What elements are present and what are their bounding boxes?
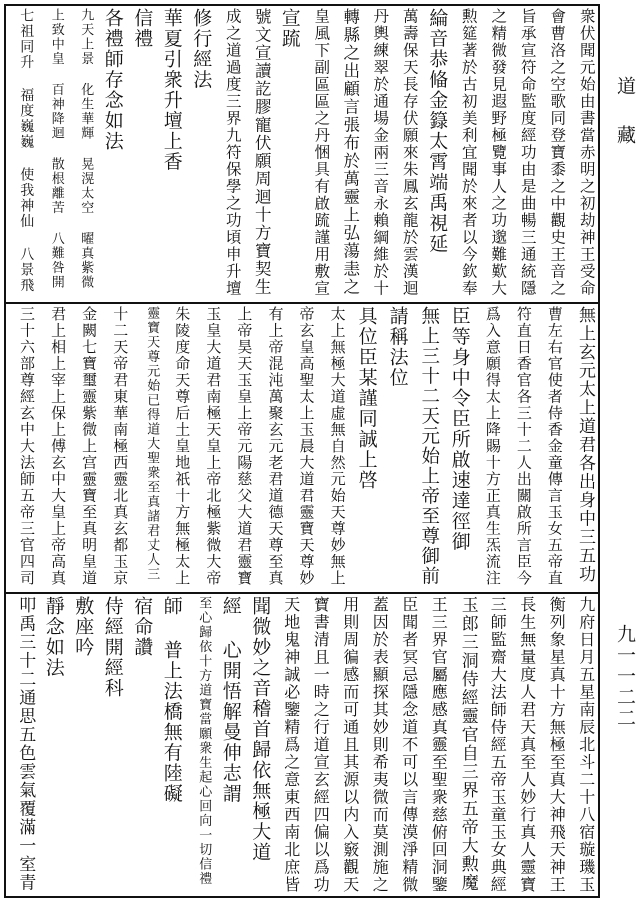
text-column: 聞微妙之音稽首歸依無極大道 (249, 596, 272, 863)
text-column: 長生無量度人君天真至人妙行真人靈寶 (517, 596, 537, 894)
text-column: 玉郎三洞侍經靈官自三界五帝大勲魔 (457, 596, 478, 892)
text-column: 上帝昊天玉皇上帝元陽慈父大道君靈寶 (235, 306, 254, 587)
text-column: 三師監齋大法師侍經五帝玉童玉女典經 (488, 596, 508, 894)
text-column: 萬壽保天長存伏願來朱鳳玄龍於雲漢迴 (400, 8, 419, 297)
text-column: 上致中皇 百神降迴 散根離苦 八難咎開 (48, 8, 64, 290)
text-column: 具位臣某謹同誠上啓 (355, 306, 378, 491)
panel-divider (4, 592, 600, 594)
text-column: 成之道過度三界九符保學之功頃申升壇 (223, 8, 242, 297)
text-column: 金闕七寶璽靈紫微上宫靈寶至真明皇道 (80, 306, 99, 587)
text-column: 帝玄皇高聖太上玉晨大道君靈寶天尊妙 (297, 306, 316, 587)
panel-divider (4, 302, 600, 304)
text-column: 符直日香官各三十二人出關啟所言臣今 (514, 306, 533, 587)
text-column: 九府日月五星南辰北斗二十八宿璇璣玉 (576, 596, 596, 894)
text-column: 侍經開經科 (101, 596, 124, 699)
text-column: 至心歸依十方道寶當願衆生起心回向一切信禮 (196, 596, 212, 886)
text-column: 玉皇大道君南極天皇上帝北極紫微大帝 (204, 306, 223, 587)
text-column: 請稱法位 (386, 306, 409, 388)
text-column: 宣䟽 (278, 8, 301, 49)
text-column: 敷座吟 (72, 596, 95, 658)
text-column: 太上無極大道虛無自然元始天尊妙無上 (328, 306, 347, 587)
text-column: 天地鬼神誠必鑒精爲之意東西南北庶皆 (281, 596, 301, 894)
text-panel-top (8, 8, 598, 300)
text-column: 無上三十二天元始上帝至尊御前 (418, 306, 440, 586)
text-column: 三十六部尊經玄中大法師五帝三官四司 (18, 306, 37, 587)
text-column: 爲入意願得太上降賜十方正真生炁流注 (483, 306, 502, 587)
text-column: 皇風下副區區之丹悃具有啟䟽謹用敷宣 (312, 8, 331, 297)
text-column: 衆伏聞元始由書當赤明之初劫神王受命 (577, 8, 596, 297)
text-column: 經 心開悟解曼伸志謂 (219, 596, 242, 804)
text-panel-middle (8, 306, 598, 590)
text-column: 十二天帝君東華南極西靈北真玄都玉京 (111, 306, 130, 587)
text-column: 靜念如法 (42, 596, 65, 678)
text-column: 各禮師存念如法 (101, 8, 124, 152)
text-column: 華夏引衆升壇上香 (160, 8, 183, 172)
text-column: 宿命讚 (131, 596, 154, 658)
text-column: 勲筵著於古初美利宜聞於來者以今欽奉 (459, 8, 478, 297)
text-column: 信禮 (131, 8, 154, 49)
text-column: 衡列象星真十方無極至真大神飛天神王 (547, 596, 567, 894)
text-column: 臣等身中令臣所啟速達徑御 (448, 306, 471, 552)
text-column: 轉縣之出顧言張布於萬靈上弘蕩恚之 (340, 8, 360, 296)
text-column: 丹輿練翠於通場金兩三音永賴綱維於十 (371, 8, 390, 297)
text-column: 旨承宣符命監度經功由是曲暢三通統隱 (518, 8, 537, 297)
text-column: 臣聞者冥忌隱念道不可以言傳漠淨精微 (399, 596, 419, 894)
text-column: 號文宣讀訖膠寵伏願周迴十方寶契生 (252, 8, 272, 296)
text-column: 七祖同升 福度巍巍 使我神仙 八景飛 (18, 8, 35, 293)
text-column: 之精微發見遐野極覽事人之功邈難歎大 (489, 8, 508, 297)
text-column: 用則周徧感而可通且其源以内入竅觀天 (340, 596, 360, 894)
text-column: 蓋因於表顯探其妙則希夷微而莫測施之 (370, 596, 390, 894)
text-column: 王三界官屬應感真靈至聖衆慈俯回洞鑒 (429, 596, 449, 894)
text-column: 寶書清且一時之行道宣玄經四偏以爲功 (311, 596, 331, 894)
text-column: 修行經法 (190, 8, 213, 90)
page-number: 九一一二二 (614, 624, 636, 729)
text-column: 靈寶天尊元始已得道大聖衆至真諸君丈人三 (144, 306, 160, 582)
text-column: 會曹洛之空歌同登寶黍之中觀史王音之 (548, 8, 567, 297)
text-column: 朱陵度命天尊后土皇地祇十方無極太上 (173, 306, 192, 587)
text-column: 九天上景 化生華輝 晃滉太空 曜真紫微 (78, 8, 94, 290)
text-column: 綸音恭偹金籙太霄端禹視延 (426, 8, 449, 254)
text-column: 叩禹三十二通思五色雲氣覆滿一室青 (15, 596, 36, 892)
text-column: 君上相上宰上保上傅玄中大皇上帝高真 (49, 306, 68, 587)
book-title: 道 藏 (614, 76, 636, 148)
text-column: 曹左右官使者侍香金童傳言玉女五帝直 (545, 306, 564, 587)
text-panel-bottom (8, 596, 598, 894)
text-column: 有上帝混沌萬聚玄元老君道德天尊至真 (266, 306, 285, 587)
text-column: 無上玄元太上道君各出身中三五功 (574, 306, 595, 584)
text-column: 師 普上法橋無有陸礙 (160, 596, 183, 804)
